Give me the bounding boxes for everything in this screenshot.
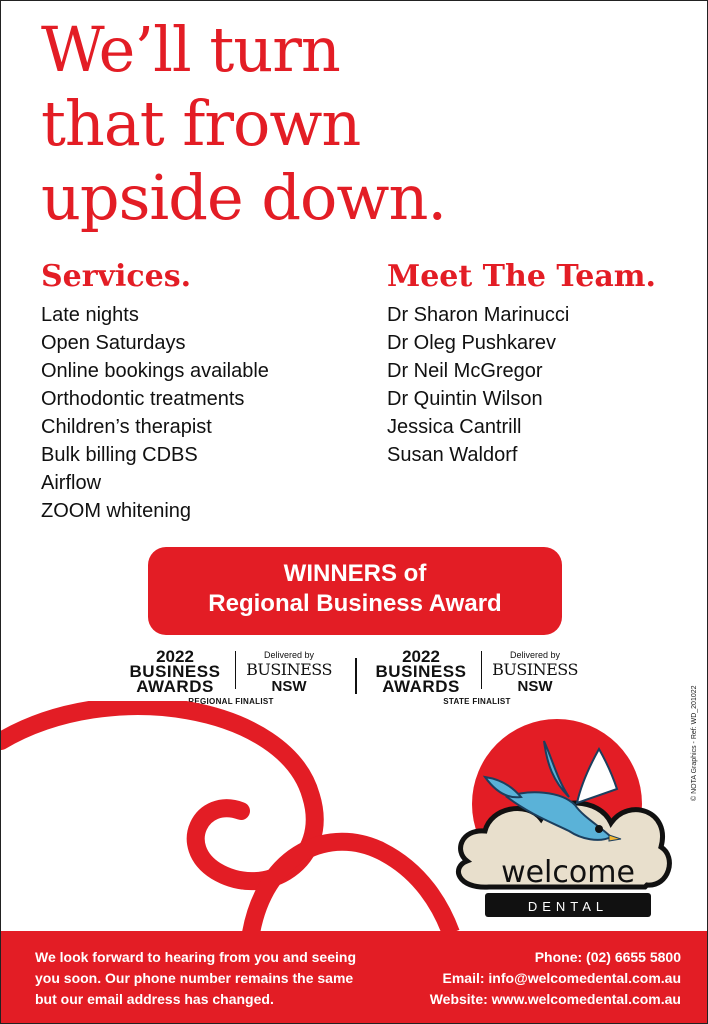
badge-awards-block (371, 649, 471, 694)
award-banner (148, 547, 562, 635)
team-member: Dr Neil McGregor (387, 360, 543, 382)
badge-word-awards: AWARDS (136, 677, 214, 696)
service-item: Late nights (41, 304, 139, 326)
team-section (387, 257, 656, 469)
contact-info (430, 947, 681, 1010)
service-item: Children’s therapist (41, 416, 212, 438)
badge-word-business: BUSINESS (375, 662, 467, 681)
team-title: Meet The Team. (387, 259, 656, 294)
badge-word-awards: AWARDS (382, 677, 460, 696)
badge-year: 2022 (402, 647, 440, 666)
badge-word-business: BUSINESS (129, 662, 221, 681)
website-link[interactable]: Website: www.welcomedental.com.au (429, 991, 681, 1007)
service-item: ZOOM whitening (41, 500, 192, 522)
service-item: Bulk billing CDBS (41, 444, 198, 466)
team-member: Susan Waldorf (387, 444, 518, 466)
service-item: Airflow (41, 472, 102, 494)
footer (1, 931, 707, 1023)
team-member: Dr Sharon Marinucci (387, 304, 570, 326)
badge-delivered-block (239, 649, 339, 694)
headline (41, 13, 446, 235)
badge-separator (355, 658, 357, 694)
badge-brand-business: BUSINESS (246, 660, 332, 679)
headline-line-1: We’ll turn (41, 13, 340, 86)
logo-word: welcome (501, 855, 635, 890)
badge-brand-nsw: NSW (517, 678, 553, 695)
state-finalist-badge (367, 647, 607, 709)
badge-delivered-by: Delivered by (263, 650, 315, 660)
badge-caption: REGIONAL FINALIST (188, 697, 274, 706)
badge-divider (235, 651, 236, 689)
phone-number[interactable]: Phone: (02) 6655 5800 (534, 949, 681, 965)
logo-sub: DENTAL (527, 899, 609, 914)
award-line-1: WINNERS of (283, 560, 427, 587)
team-member: Jessica Cantrill (387, 416, 522, 438)
badge-brand-business: BUSINESS (492, 660, 578, 679)
services-section (41, 257, 269, 525)
headline-line-2: that frown (41, 87, 361, 160)
award-line-2: Regional Business Award (208, 590, 502, 617)
badge-year: 2022 (156, 647, 194, 666)
badge-delivered-by: Delivered by (509, 650, 561, 660)
service-item: Online bookings available (41, 360, 269, 382)
badge-brand-nsw: NSW (271, 678, 307, 695)
email-address[interactable]: Email: info@welcomedental.com.au (442, 970, 681, 986)
regional-finalist-badge (121, 647, 361, 709)
footer-message: We look forward to hearing from you and seeing you soon. Our phone number remains the same but our email address has changed. (35, 949, 357, 1007)
services-list (41, 301, 269, 525)
services-title: Services. (41, 259, 192, 294)
red-swirl-decoration (1, 701, 481, 933)
team-member: Dr Quintin Wilson (387, 388, 543, 410)
welcome-dental-logo (449, 719, 679, 924)
badge-awards-block (125, 649, 225, 694)
service-item: Orthodontic treatments (41, 388, 245, 410)
team-list (387, 301, 656, 469)
badge-divider (481, 651, 482, 689)
team-member: Dr Oleg Pushkarev (387, 332, 556, 354)
badge-delivered-block (485, 649, 585, 694)
badge-caption: STATE FINALIST (443, 697, 511, 706)
service-item: Open Saturdays (41, 332, 186, 354)
headline-line-3: upside down. (41, 161, 447, 234)
design-credit: © NOTA Graphics - Ref: WD_201022 (691, 685, 698, 801)
